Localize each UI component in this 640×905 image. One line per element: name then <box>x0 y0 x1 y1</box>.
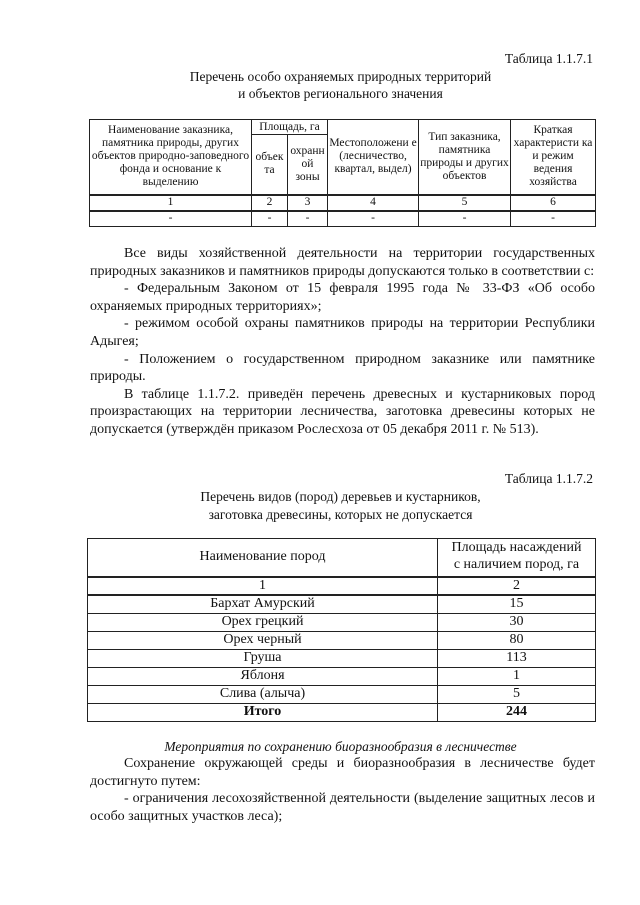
table-cell: - <box>511 211 596 227</box>
header-area-zone: охранн ой зоны <box>288 135 328 195</box>
col-number: 1 <box>88 577 438 596</box>
col-number: 4 <box>328 195 419 211</box>
col-number: 2 <box>252 195 288 211</box>
col-number: 2 <box>438 577 596 596</box>
table2-label: Таблица 1.1.7.2 <box>504 471 593 486</box>
table-cell: - <box>328 211 419 227</box>
species-area: 15 <box>438 595 596 613</box>
table-cell: - <box>419 211 511 227</box>
species-area: 30 <box>438 614 596 632</box>
table-cell: - <box>288 211 328 227</box>
table1-title-line1: Перечень особо охраняемых природных территорий <box>189 69 492 84</box>
species-name: Орех черный <box>88 632 438 650</box>
total-value: 244 <box>438 704 596 722</box>
total-label: Итого <box>88 704 438 722</box>
species-name: Орех грецкий <box>88 614 438 632</box>
col-number: 1 <box>90 195 252 211</box>
protected-species-table <box>87 538 596 722</box>
bullet-item: - ограничения лесохозяйственной деятельности (выделение защитных лесов и особо защитных участков леса); <box>90 791 595 824</box>
species-area: 5 <box>438 686 596 704</box>
paragraph-conservation: Сохранение окружающей среды и биоразнообразия в лесничестве будет достигнуто путем: <box>90 756 595 789</box>
table-cell: - <box>252 211 288 227</box>
header-characteristic: Краткая характеристи ка и режим ведения хозяйства <box>511 120 596 195</box>
col-number: 6 <box>511 195 596 211</box>
species-area: 80 <box>438 632 596 650</box>
header-species-name: Наименование пород <box>88 539 438 577</box>
header-area-object: объек та <box>252 135 288 195</box>
section-heading: Мероприятия по сохранению биоразнообразия в лесничестве <box>164 739 517 754</box>
body-text <box>90 245 595 439</box>
closing-text <box>90 755 595 825</box>
header-location: Местоположени е (лесничество, квартал, выдел) <box>328 120 419 195</box>
paragraph-table-reference: В таблице 1.1.7.2. приведён перечень древесных и кустарниковых пород произрастающих на территории лесничества, заготовка древесины которых не допускается (утверждён приказом Рослесхоза от 05 декабря 2011 г. № 513). <box>90 386 595 437</box>
table2-title-line2: заготовка древесины, которых не допускается <box>208 507 473 522</box>
bullet-item: - Федеральным Законом от 15 февраля 1995 года № 33-ФЗ «Об особо охраняемых природных территориях»; <box>90 281 595 314</box>
header-area-line2: с наличием пород, га <box>453 557 580 573</box>
header-area: Площадь, га <box>252 120 328 135</box>
header-plantation-area <box>438 539 596 577</box>
bullet-item: - Положением о государственном природном заказнике или памятнике природы. <box>90 351 595 385</box>
table-cell: - <box>90 211 252 227</box>
bullet-item: - режимом особой охраны памятников природы на территории Республики Адыгея; <box>90 316 595 349</box>
table1-title-line2: и объектов регионального значения <box>238 86 443 101</box>
table1-label: Таблица 1.1.7.1 <box>504 51 593 66</box>
paragraph-intro: Все виды хозяйственной деятельности на территории государственных природных заказников и памятников природы допускаются только в соответствии с: <box>90 246 595 279</box>
header-type: Тип заказника, памятника природы и других объектов <box>419 120 511 195</box>
species-area: 113 <box>438 650 596 668</box>
species-area: 1 <box>438 668 596 686</box>
header-area-line1: Площадь насаждений <box>451 540 582 556</box>
col-number: 5 <box>419 195 511 211</box>
protected-areas-table <box>89 119 596 227</box>
species-name: Груша <box>88 650 438 668</box>
species-name: Яблоня <box>88 668 438 686</box>
col-number: 3 <box>288 195 328 211</box>
species-name: Слива (алыча) <box>88 686 438 704</box>
table2-title-line1: Перечень видов (пород) деревьев и кустарников, <box>200 489 481 504</box>
species-name: Бархат Амурский <box>88 595 438 613</box>
header-name: Наименование заказника, памятника природы, других объектов природно-заповедного фонда и основание к выделению <box>90 120 252 195</box>
